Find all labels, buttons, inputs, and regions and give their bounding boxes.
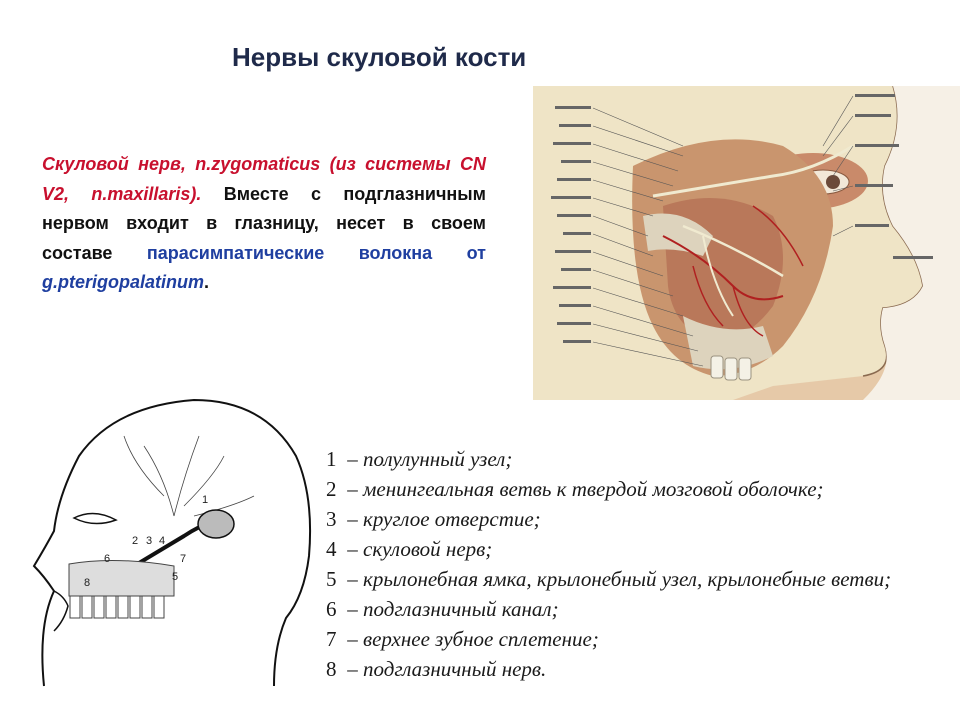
legend-item xyxy=(326,534,960,564)
legend-text: – круглое отверстие; xyxy=(342,507,541,531)
schema-label-3: 3 xyxy=(146,535,153,547)
schema-label-4: 4 xyxy=(159,535,166,547)
legend-number: 4 xyxy=(326,537,337,561)
legend-item xyxy=(326,624,960,654)
parasympathetic-term: парасимпатические волокна xyxy=(146,242,433,263)
legend-text: – крылонебная ямка, крылонебный узел, крылонебные ветви; xyxy=(342,567,892,591)
description-end: . xyxy=(204,272,210,292)
zygomatic-nerve-term: Скуловой нерв, n.zygomaticus (из системы CN V2, n.maxillaris). xyxy=(42,154,486,204)
legend-item xyxy=(326,504,960,534)
schema-label-1: 1 xyxy=(202,494,209,506)
schema-label-8: 8 xyxy=(84,577,91,589)
anatomy-illustration xyxy=(533,86,960,400)
legend-item xyxy=(326,594,960,624)
description-body: Вместе с подглазничным нервом входит в глазницу, несет в своем составе xyxy=(42,183,486,263)
legend-text: – скуловой нерв; xyxy=(342,537,493,561)
legend-number: 6 xyxy=(326,597,337,621)
legend-list xyxy=(326,444,960,684)
legend-number: 3 xyxy=(326,507,337,531)
legend-number: 7 xyxy=(326,627,337,651)
description-text xyxy=(42,150,486,298)
schema-label-2: 2 xyxy=(132,535,139,547)
legend-text: – менингеальная ветвь к твердой мозговой оболочке; xyxy=(342,477,824,501)
from-connector: от xyxy=(432,242,486,263)
legend-text: – подглазничный нерв. xyxy=(342,657,547,681)
head-dissection-image xyxy=(533,86,960,400)
schema-label-5: 5 xyxy=(172,571,179,583)
legend-number: 2 xyxy=(326,477,337,501)
legend-number: 1 xyxy=(326,447,337,471)
legend-number: 5 xyxy=(326,567,337,591)
schema-label-7: 7 xyxy=(180,553,187,565)
legend-text: – полулунный узел; xyxy=(342,447,513,471)
page-title: Нервы скуловой кости xyxy=(232,42,527,72)
head-schema-drawing xyxy=(24,396,324,696)
legend-text: – верхнее зубное сплетение; xyxy=(342,627,599,651)
legend-item xyxy=(326,654,960,684)
legend-text: – подглазничный канал; xyxy=(342,597,559,621)
ganglion-term: g.pterigopalatinum xyxy=(42,272,204,292)
schema-label-6: 6 xyxy=(104,553,111,565)
legend-number: 8 xyxy=(326,657,337,681)
legend-item xyxy=(326,444,960,474)
legend-item xyxy=(326,564,960,594)
legend-item xyxy=(326,474,960,504)
nerve-schema-svg xyxy=(24,396,324,696)
